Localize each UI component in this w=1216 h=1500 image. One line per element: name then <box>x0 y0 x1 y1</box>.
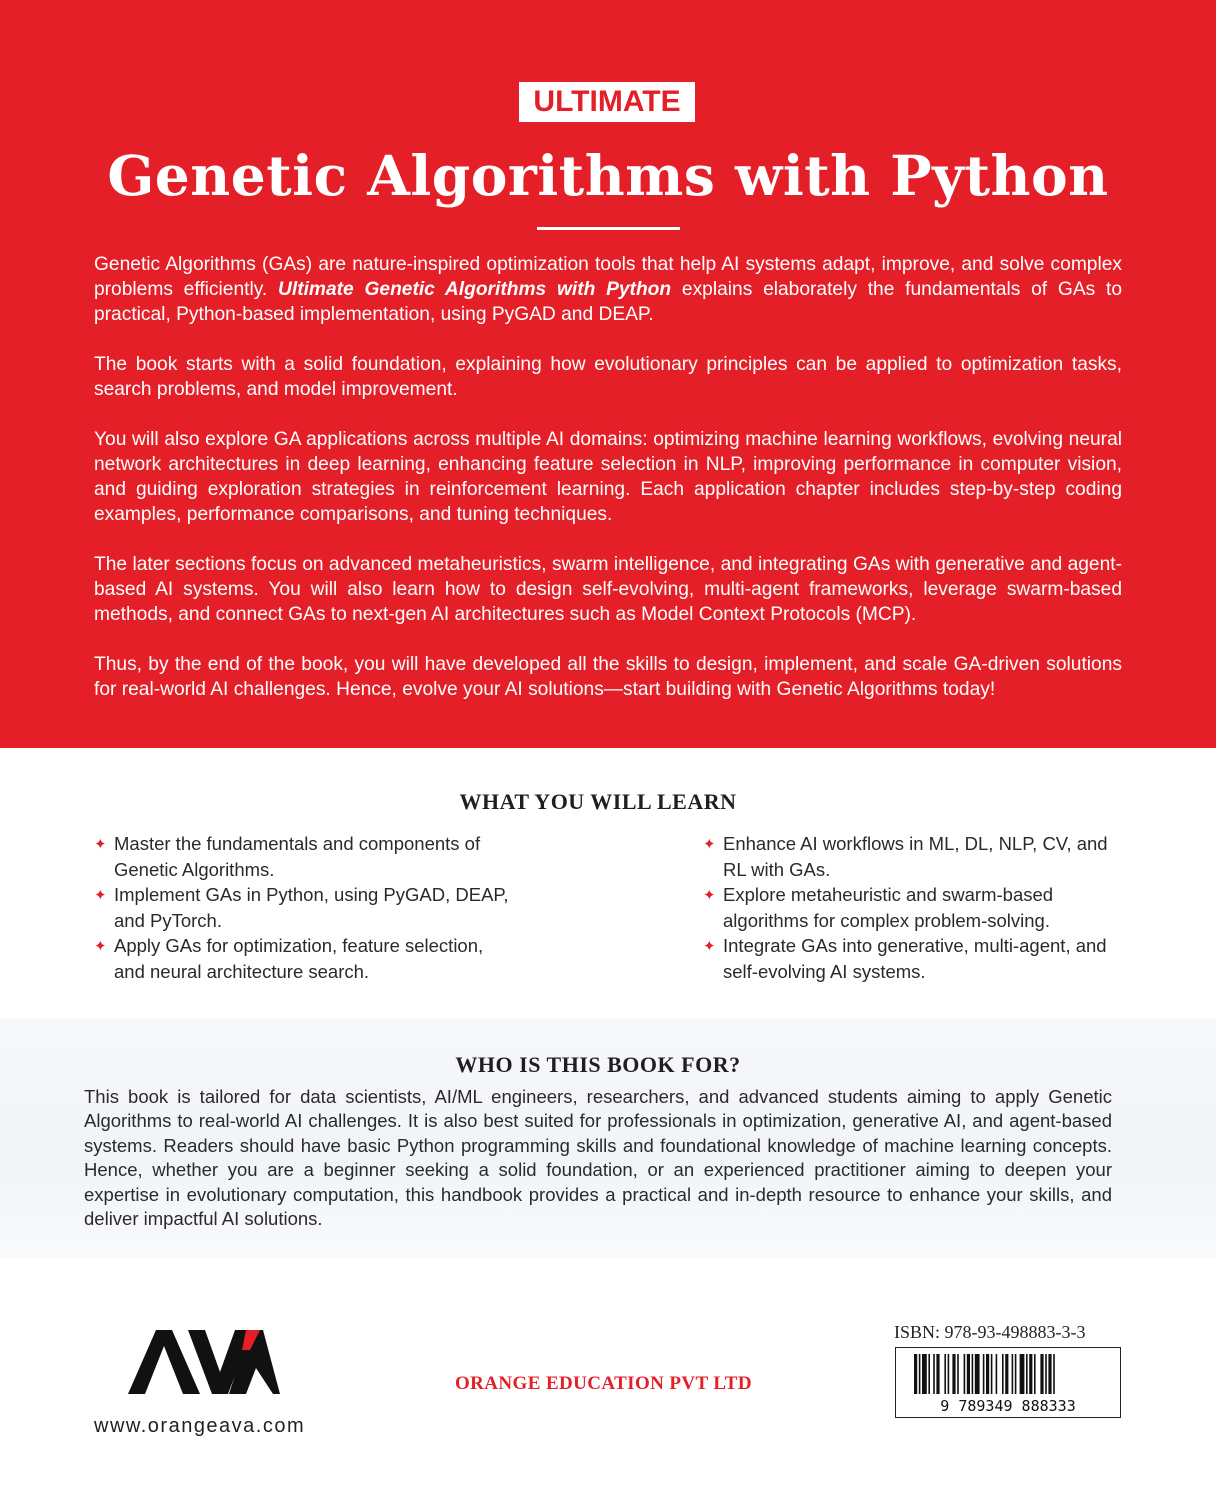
barcode-bar <box>991 1354 993 1394</box>
learn-item: ✦ Enhance AI workflows in ML, DL, NLP, CV, and RL with GAs. <box>703 833 1108 880</box>
book-description <box>94 252 1122 702</box>
barcode-bar <box>996 1354 998 1394</box>
description-paragraph-4: The later sections focus on advanced metaheuristics, swarm intelligence, and integrating GAs with generative and agent-based AI systems. You will also learn how to design self-evolving, multi-agent frameworks, leverage swarm-based methods, and connect GAs to next-gen AI architectures such as Model Context Protocols (MCP). <box>94 554 1122 626</box>
barcode-bar <box>967 1354 970 1394</box>
barcode-bar <box>1053 1354 1055 1394</box>
barcode-bar <box>1012 1354 1014 1394</box>
learn-item: ✦ Integrate GAs into generative, multi-agent, and self-evolving AI systems. <box>703 935 1107 982</box>
star-bullet-icon: ✦ <box>94 836 107 853</box>
learn-item: ✦ Master the fundamentals and components of Genetic Algorithms. <box>94 833 481 880</box>
star-bullet-icon: ✦ <box>703 938 716 955</box>
learn-item: ✦ Apply GAs for optimization, feature selection, and neural architecture search. <box>94 935 484 982</box>
description-paragraph-2: The book starts with a solid foundation, explaining how evolutionary principles can be applied to optimization tasks, search problems, and model improvement. <box>94 354 1122 401</box>
learn-item: ✦ Implement GAs in Python, using PyGAD, DEAP, and PyTorch. <box>94 884 509 931</box>
barcode-bar <box>1005 1354 1008 1394</box>
title-divider <box>537 227 680 230</box>
barcode-icon <box>896 1348 1120 1417</box>
barcode-digits: 9 789349 888333 <box>940 1397 1076 1415</box>
barcode-bar <box>1045 1354 1047 1394</box>
barcode-bar <box>975 1354 980 1394</box>
description-paragraph-3: You will also explore GA applications across multiple AI domains: optimizing machine learning workflows, evolving neural network architectures in deep learning, enhancing feature selection in NLP, improving performance in computer vision, and guiding exploration strategies in reinforcement learning. Each application chapter includes step-by-step coding examples, performance comparisons, and tuning techniques. <box>94 428 1122 526</box>
star-bullet-icon: ✦ <box>94 887 107 904</box>
star-bullet-icon: ✦ <box>94 938 107 955</box>
barcode-bar <box>944 1354 946 1394</box>
learn-list-left <box>94 831 514 984</box>
audience-heading: WHO IS THIS BOOK FOR? <box>455 1052 741 1077</box>
barcode-bar <box>986 1354 989 1394</box>
barcode <box>895 1347 1121 1418</box>
learn-list-right <box>703 831 1123 984</box>
barcode-bar <box>1020 1354 1025 1394</box>
ava-logo-icon <box>128 1330 280 1394</box>
barcode-bar <box>1002 1354 1004 1394</box>
barcode-bar <box>1034 1354 1036 1394</box>
red-description-panel <box>0 0 1216 748</box>
publisher-name: ORANGE EDUCATION PVT LTD <box>455 1373 752 1394</box>
barcode-bar <box>1040 1354 1043 1394</box>
star-bullet-icon: ✦ <box>703 887 716 904</box>
barcode-bar <box>933 1354 935 1394</box>
barcode-bar <box>948 1354 950 1394</box>
barcode-bar <box>957 1354 959 1394</box>
star-bullet-icon: ✦ <box>703 836 716 853</box>
audience-text: This book is tailored for data scientists, AI/ML engineers, researchers, and advanced students aiming to apply Genetic Algorithms to real-world AI challenges. It is also best suited for professionals in optimization, generative AI, and agent-based systems. Readers should have basic Python programming skills and foundational knowledge of machine learning concepts. Hence, whether you are a beginner seeking a solid foundation, or an experienced practitioner aiming to deepen your expertise in evolutionary computation, this handbook provides a practical and in-depth resource to enhance your skills, and deliver impactful AI solutions. <box>84 1086 1112 1230</box>
barcode-bar <box>919 1354 921 1394</box>
barcode-bar <box>914 1354 917 1394</box>
book-title-inline: Ultimate Genetic Algorithms with Python <box>278 279 672 301</box>
barcode-bar <box>1015 1354 1017 1394</box>
barcode-bar <box>928 1354 930 1394</box>
website-link[interactable]: www.orangeava.com <box>94 1415 306 1437</box>
description-paragraph-5: Thus, by the end of the book, you will have developed all the skills to design, implement, and scale GA-driven solutions for real-world AI challenges. Hence, evolve your AI solutions—start building with Genetic Algorithms today! <box>94 654 1122 701</box>
barcode-bar <box>1048 1354 1051 1394</box>
description-paragraph-1: Genetic Algorithms (GAs) are nature-inspired optimization tools that help AI systems adapt, improve, and solve complex problems efficiently. Ultimate Genetic Algorithms with Python explains elaborately the fundamentals of GAs to practical, Python-based implementation, using PyGAD and DEAP. <box>94 254 1122 326</box>
barcode-bar <box>952 1354 955 1394</box>
barcode-bar <box>1026 1354 1028 1394</box>
book-title: Genetic Algorithms with Python <box>107 143 1109 208</box>
barcode-bar <box>1029 1354 1032 1394</box>
learn-item: ✦ Explore metaheuristic and swarm-based algorithms for complex problem-solving. <box>703 884 1054 931</box>
barcode-bar <box>922 1354 927 1394</box>
barcode-bar <box>936 1354 939 1394</box>
barcode-bar <box>983 1354 985 1394</box>
barcode-bar <box>964 1354 966 1394</box>
barcode-bar <box>972 1354 974 1394</box>
ultimate-badge: ULTIMATE <box>519 82 695 122</box>
isbn-label: ISBN: 978-93-498883-3-3 <box>894 1322 1086 1342</box>
learn-heading: WHAT YOU WILL LEARN <box>459 789 737 814</box>
